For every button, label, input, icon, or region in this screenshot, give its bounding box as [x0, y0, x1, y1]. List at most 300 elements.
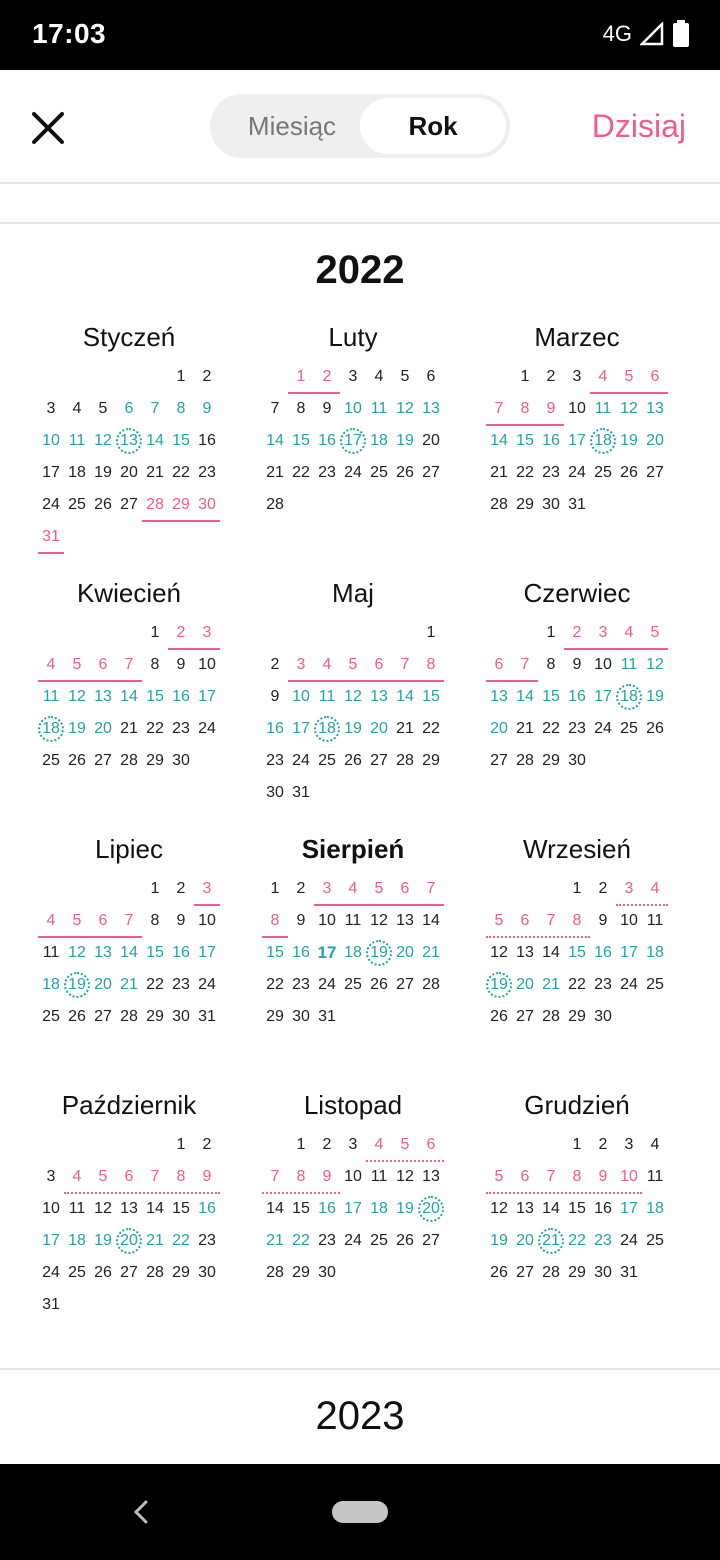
period-day[interactable]: 5 — [400, 1136, 410, 1153]
calendar-day[interactable]: 30 — [318, 1264, 336, 1281]
calendar-day[interactable]: 14 — [542, 1200, 560, 1217]
calendar-day[interactable]: 12 — [94, 432, 112, 449]
calendar-day[interactable]: 10 — [620, 912, 638, 929]
calendar-day[interactable]: 27 — [516, 1264, 534, 1281]
calendar-day[interactable]: 30 — [594, 1264, 612, 1281]
calendar-day[interactable]: 17 — [620, 944, 638, 961]
calendar-day[interactable]: 19 — [68, 720, 86, 737]
calendar-day[interactable]: 20 — [94, 720, 112, 737]
period-day[interactable]: 6 — [520, 1168, 530, 1185]
calendar-day[interactable]: 12 — [490, 944, 508, 961]
calendar-day[interactable]: 15 — [172, 1200, 190, 1217]
calendar-day[interactable]: 15 — [542, 688, 560, 705]
calendar-day[interactable]: 26 — [68, 752, 86, 769]
calendar-day[interactable]: 9 — [176, 912, 186, 929]
calendar-day[interactable]: 13 — [516, 944, 534, 961]
calendar-day[interactable]: 16 — [172, 688, 190, 705]
calendar-day[interactable]: 15 — [422, 688, 440, 705]
calendar-day[interactable]: 3 — [46, 1168, 56, 1185]
calendar-day[interactable]: 24 — [42, 1264, 60, 1281]
calendar-day[interactable]: 29 — [422, 752, 440, 769]
calendar-day[interactable]: 29 — [516, 496, 534, 513]
calendar-day[interactable]: 14 — [266, 432, 284, 449]
calendar-day[interactable]: 14 — [146, 432, 164, 449]
calendar-day[interactable]: 23 — [198, 1232, 216, 1249]
calendar-day[interactable]: 12 — [396, 400, 414, 417]
calendar-day[interactable]: 25 — [42, 752, 60, 769]
calendar-day[interactable]: 27 — [422, 1232, 440, 1249]
calendar-day[interactable]: 24 — [594, 720, 612, 737]
period-day[interactable]: 9 — [322, 1168, 332, 1185]
calendar-day[interactable]: 30 — [172, 752, 190, 769]
calendar-day[interactable]: 13 — [422, 400, 440, 417]
calendar-day[interactable]: 13 — [94, 944, 112, 961]
calendar-day[interactable]: 16 — [198, 1200, 216, 1217]
calendar-day[interactable]: 14 — [120, 944, 138, 961]
calendar-day[interactable]: 2 — [598, 1136, 608, 1153]
period-day[interactable]: 7 — [520, 656, 530, 673]
calendar-day[interactable]: 10 — [568, 400, 586, 417]
calendar-day[interactable]: 24 — [568, 464, 586, 481]
calendar-day[interactable]: 22 — [568, 976, 586, 993]
calendar-day[interactable]: 3 — [572, 368, 582, 385]
calendar-day[interactable]: 16 — [318, 432, 336, 449]
calendar-day[interactable]: 1 — [520, 368, 530, 385]
calendar-day[interactable]: 25 — [370, 464, 388, 481]
calendar-day[interactable]: 19 — [620, 432, 638, 449]
calendar-day[interactable]: 30 — [594, 1008, 612, 1025]
ovulation-day[interactable]: 19 — [64, 972, 90, 998]
period-day[interactable]: 4 — [348, 880, 358, 897]
calendar-day[interactable]: 10 — [594, 656, 612, 673]
calendar-day[interactable]: 26 — [396, 1232, 414, 1249]
calendar-day[interactable]: 20 — [516, 1232, 534, 1249]
calendar-day[interactable]: 8 — [546, 656, 556, 673]
calendar-day[interactable]: 25 — [318, 752, 336, 769]
calendar-day[interactable]: 25 — [594, 464, 612, 481]
calendar-day[interactable]: 13 — [490, 688, 508, 705]
calendar-day[interactable]: 17 — [594, 688, 612, 705]
period-day[interactable]: 4 — [374, 1136, 384, 1153]
period-day[interactable]: 6 — [426, 1136, 436, 1153]
calendar-day[interactable]: 27 — [370, 752, 388, 769]
calendar-day[interactable]: 12 — [94, 1200, 112, 1217]
period-day[interactable]: 1 — [296, 368, 306, 385]
period-day[interactable]: 4 — [72, 1168, 82, 1185]
period-day[interactable]: 8 — [270, 912, 280, 929]
calendar-day[interactable]: 28 — [266, 1264, 284, 1281]
home-pill[interactable] — [332, 1501, 388, 1523]
period-day[interactable]: 7 — [426, 880, 436, 897]
calendar-day[interactable]: 12 — [344, 688, 362, 705]
calendar-day[interactable]: 18 — [68, 1232, 86, 1249]
calendar-day[interactable]: 21 — [396, 720, 414, 737]
calendar-day[interactable]: 23 — [172, 976, 190, 993]
calendar-day[interactable]: 24 — [198, 976, 216, 993]
calendar-day[interactable]: 3 — [348, 1136, 358, 1153]
calendar-day[interactable]: 23 — [318, 464, 336, 481]
calendar-day[interactable]: 10 — [344, 400, 362, 417]
period-day[interactable]: 4 — [46, 656, 56, 673]
calendar-day[interactable]: 27 — [422, 464, 440, 481]
period-day[interactable]: 6 — [650, 368, 660, 385]
ovulation-day[interactable]: 19 — [486, 972, 512, 998]
period-day[interactable]: 4 — [624, 624, 634, 641]
calendar-day[interactable]: 22 — [146, 976, 164, 993]
calendar-day[interactable]: 11 — [620, 656, 638, 673]
calendar-day[interactable]: 12 — [490, 1200, 508, 1217]
calendar-day[interactable]: 11 — [68, 432, 86, 449]
period-day[interactable]: 7 — [124, 656, 134, 673]
calendar-day[interactable]: 17 — [42, 1232, 60, 1249]
calendar-day[interactable]: 22 — [542, 720, 560, 737]
period-day[interactable]: 2 — [572, 624, 582, 641]
calendar-day[interactable]: 26 — [344, 752, 362, 769]
calendar-day[interactable]: 11 — [646, 912, 664, 929]
calendar-day[interactable]: 10 — [198, 656, 216, 673]
calendar-day[interactable]: 11 — [318, 688, 336, 705]
period-day[interactable]: 28 — [146, 496, 164, 513]
calendar-day[interactable]: 9 — [176, 656, 186, 673]
calendar-day[interactable]: 14 — [396, 688, 414, 705]
calendar-day[interactable]: 14 — [490, 432, 508, 449]
period-day[interactable]: 7 — [546, 912, 556, 929]
calendar-day[interactable]: 13 — [396, 912, 414, 929]
calendar-day[interactable]: 19 — [94, 1232, 112, 1249]
calendar-day[interactable]: 21 — [542, 976, 560, 993]
period-day[interactable]: 3 — [202, 880, 212, 897]
calendar-day[interactable]: 18 — [68, 464, 86, 481]
ovulation-day[interactable]: 18 — [616, 684, 642, 710]
calendar-day[interactable]: 23 — [266, 752, 284, 769]
period-day[interactable]: 6 — [374, 656, 384, 673]
period-day[interactable]: 7 — [494, 400, 504, 417]
calendar-day[interactable]: 9 — [322, 400, 332, 417]
calendar-day[interactable]: 2 — [322, 1136, 332, 1153]
calendar-day[interactable]: 15 — [292, 432, 310, 449]
period-day[interactable]: 6 — [124, 1168, 134, 1185]
calendar-day[interactable]: 14 — [146, 1200, 164, 1217]
calendar-day[interactable]: 25 — [646, 1232, 664, 1249]
period-day[interactable]: 3 — [322, 880, 332, 897]
calendar-day[interactable]: 29 — [266, 1008, 284, 1025]
back-icon[interactable] — [126, 1494, 156, 1530]
calendar-day[interactable]: 18 — [370, 432, 388, 449]
period-day[interactable]: 9 — [598, 1168, 608, 1185]
period-day[interactable]: 5 — [72, 656, 82, 673]
calendar-day[interactable]: 5 — [400, 368, 410, 385]
calendar-day[interactable]: 8 — [150, 656, 160, 673]
period-day[interactable]: 6 — [98, 912, 108, 929]
period-day[interactable]: 4 — [650, 880, 660, 897]
calendar-day[interactable]: 28 — [542, 1264, 560, 1281]
calendar-day[interactable]: 20 — [490, 720, 508, 737]
calendar-day[interactable]: 21 — [266, 1232, 284, 1249]
calendar-day[interactable]: 13 — [94, 688, 112, 705]
calendar-day[interactable]: 7 — [270, 400, 280, 417]
calendar-day[interactable]: 23 — [568, 720, 586, 737]
ovulation-day[interactable]: 20 — [418, 1196, 444, 1222]
calendar-day[interactable]: 11 — [370, 400, 388, 417]
period-day[interactable]: 31 — [42, 528, 60, 545]
calendar-day[interactable]: 18 — [42, 976, 60, 993]
calendar-day[interactable]: 23 — [318, 1232, 336, 1249]
period-day[interactable]: 7 — [150, 1168, 160, 1185]
calendar-day[interactable]: 25 — [620, 720, 638, 737]
calendar-day[interactable]: 17 — [292, 720, 310, 737]
calendar-day[interactable]: 25 — [344, 976, 362, 993]
calendar-day[interactable]: 24 — [42, 496, 60, 513]
calendar-day[interactable]: 9 — [270, 688, 280, 705]
calendar-day[interactable]: 22 — [172, 464, 190, 481]
calendar-day[interactable]: 23 — [594, 1232, 612, 1249]
calendar-day[interactable]: 21 — [146, 464, 164, 481]
calendar-day[interactable]: 11 — [370, 1168, 388, 1185]
calendar-day[interactable]: 14 — [266, 1200, 284, 1217]
calendar-day[interactable]: 19 — [490, 1232, 508, 1249]
calendar-day[interactable]: 31 — [292, 784, 310, 801]
calendar-day[interactable]: 24 — [344, 1232, 362, 1249]
calendar-day[interactable]: 26 — [396, 464, 414, 481]
calendar-day[interactable]: 12 — [646, 656, 664, 673]
ovulation-day[interactable]: 17 — [340, 428, 366, 454]
calendar-day[interactable]: 21 — [146, 1232, 164, 1249]
calendar-day[interactable]: 11 — [594, 400, 612, 417]
calendar-day[interactable]: 26 — [68, 1008, 86, 1025]
calendar-day[interactable]: 10 — [318, 912, 336, 929]
calendar-day[interactable]: 30 — [542, 496, 560, 513]
calendar-day[interactable]: 29 — [568, 1264, 586, 1281]
calendar-day[interactable]: 4 — [650, 1136, 660, 1153]
calendar-day[interactable]: 1 — [270, 880, 280, 897]
today-button[interactable]: Dzisiaj — [591, 108, 686, 144]
calendar-day[interactable]: 20 — [646, 432, 664, 449]
calendar-day[interactable]: 2 — [176, 880, 186, 897]
calendar-day[interactable]: 16 — [292, 944, 310, 961]
calendar-day[interactable]: 12 — [68, 944, 86, 961]
calendar-day[interactable]: 27 — [646, 464, 664, 481]
calendar-day[interactable]: 16 — [594, 1200, 612, 1217]
calendar-day[interactable]: 6 — [426, 368, 436, 385]
calendar-day[interactable]: 28 — [490, 496, 508, 513]
period-day[interactable]: 3 — [296, 656, 306, 673]
calendar-day[interactable]: 23 — [198, 464, 216, 481]
calendar-day[interactable]: 24 — [198, 720, 216, 737]
calendar-day[interactable]: 29 — [146, 1008, 164, 1025]
calendar-day[interactable]: 19 — [94, 464, 112, 481]
calendar-day[interactable]: 29 — [172, 1264, 190, 1281]
calendar-day[interactable]: 16 — [266, 720, 284, 737]
period-day[interactable]: 8 — [296, 1168, 306, 1185]
calendar-day[interactable]: 17 — [344, 1200, 362, 1217]
calendar-day[interactable]: 11 — [42, 944, 60, 961]
calendar-day[interactable]: 21 — [120, 720, 138, 737]
calendar-day[interactable]: 26 — [490, 1008, 508, 1025]
calendar-day[interactable]: 28 — [396, 752, 414, 769]
calendar-day[interactable]: 11 — [344, 912, 362, 929]
calendar-day[interactable]: 17 — [42, 464, 60, 481]
calendar-day[interactable]: 27 — [396, 976, 414, 993]
calendar-day[interactable]: 31 — [568, 496, 586, 513]
calendar-day[interactable]: 17 — [620, 1200, 638, 1217]
calendar-day[interactable]: 18 — [646, 944, 664, 961]
calendar-day[interactable]: 24 — [344, 464, 362, 481]
calendar-day[interactable]: 29 — [292, 1264, 310, 1281]
calendar-day[interactable]: 18 — [370, 1200, 388, 1217]
calendar-day[interactable]: 16 — [568, 688, 586, 705]
period-day[interactable]: 29 — [172, 496, 190, 513]
calendar-day[interactable]: 24 — [292, 752, 310, 769]
calendar-day[interactable]: 21 — [266, 464, 284, 481]
calendar-day[interactable]: 10 — [42, 432, 60, 449]
calendar-day[interactable]: 10 — [344, 1168, 362, 1185]
calendar-day[interactable]: 14 — [120, 688, 138, 705]
toggle-year-option[interactable]: Rok — [360, 98, 506, 154]
calendar-day[interactable]: 12 — [68, 688, 86, 705]
period-day[interactable]: 9 — [202, 1168, 212, 1185]
calendar-day[interactable]: 29 — [542, 752, 560, 769]
calendar-day[interactable]: 28 — [120, 752, 138, 769]
calendar-day[interactable]: 27 — [94, 1008, 112, 1025]
calendar-day[interactable]: 19 — [646, 688, 664, 705]
calendar-day[interactable]: 22 — [516, 464, 534, 481]
calendar-day[interactable]: 17 — [317, 943, 337, 962]
period-day[interactable]: 7 — [124, 912, 134, 929]
period-day[interactable]: 5 — [348, 656, 358, 673]
calendar-day[interactable]: 28 — [120, 1008, 138, 1025]
calendar-day[interactable]: 16 — [318, 1200, 336, 1217]
calendar-day[interactable]: 28 — [516, 752, 534, 769]
calendar-day[interactable]: 31 — [620, 1264, 638, 1281]
calendar-day[interactable]: 16 — [542, 432, 560, 449]
calendar-day[interactable]: 15 — [172, 432, 190, 449]
calendar-day[interactable]: 3 — [348, 368, 358, 385]
calendar-day[interactable]: 16 — [198, 432, 216, 449]
period-day[interactable]: 8 — [572, 1168, 582, 1185]
calendar-day[interactable]: 14 — [422, 912, 440, 929]
calendar-day[interactable]: 22 — [146, 720, 164, 737]
period-day[interactable]: 3 — [598, 624, 608, 641]
calendar-day[interactable]: 27 — [490, 752, 508, 769]
calendar-day[interactable]: 17 — [568, 432, 586, 449]
calendar-day[interactable]: 17 — [198, 688, 216, 705]
calendar-day[interactable]: 4 — [374, 368, 384, 385]
calendar-day[interactable]: 23 — [594, 976, 612, 993]
calendar-day[interactable]: 8 — [176, 400, 186, 417]
calendar-day[interactable]: 16 — [594, 944, 612, 961]
calendar-day[interactable]: 20 — [370, 720, 388, 737]
calendar-day[interactable]: 12 — [620, 400, 638, 417]
calendar-day[interactable]: 25 — [646, 976, 664, 993]
calendar-day[interactable]: 1 — [572, 880, 582, 897]
calendar-day[interactable]: 26 — [490, 1264, 508, 1281]
calendar-day[interactable]: 14 — [516, 688, 534, 705]
period-day[interactable]: 4 — [598, 368, 608, 385]
period-day[interactable]: 6 — [400, 880, 410, 897]
calendar-day[interactable]: 12 — [396, 1168, 414, 1185]
calendar-day[interactable]: 1 — [296, 1136, 306, 1153]
calendar-day[interactable]: 3 — [46, 400, 56, 417]
calendar-day[interactable]: 25 — [42, 1008, 60, 1025]
calendar-day[interactable]: 26 — [370, 976, 388, 993]
calendar-day[interactable]: 31 — [198, 1008, 216, 1025]
calendar-day[interactable]: 2 — [546, 368, 556, 385]
calendar-day[interactable]: 17 — [198, 944, 216, 961]
calendar-day[interactable]: 15 — [146, 688, 164, 705]
calendar-day[interactable]: 11 — [68, 1200, 86, 1217]
calendar-day[interactable]: 27 — [120, 1264, 138, 1281]
period-day[interactable]: 4 — [46, 912, 56, 929]
period-day[interactable]: 5 — [98, 1168, 108, 1185]
calendar-day[interactable]: 20 — [396, 944, 414, 961]
calendar-day[interactable]: 9 — [202, 400, 212, 417]
calendar-day[interactable]: 27 — [94, 752, 112, 769]
calendar-day[interactable]: 31 — [318, 1008, 336, 1025]
calendar-day[interactable]: 19 — [396, 432, 414, 449]
calendar-day[interactable]: 30 — [292, 1008, 310, 1025]
calendar-day[interactable]: 18 — [646, 1200, 664, 1217]
calendar-day[interactable]: 23 — [292, 976, 310, 993]
calendar-day[interactable]: 31 — [42, 1296, 60, 1313]
calendar-day[interactable]: 1 — [150, 624, 160, 641]
period-day[interactable]: 2 — [322, 368, 332, 385]
period-day[interactable]: 7 — [270, 1168, 280, 1185]
calendar-day[interactable]: 15 — [292, 1200, 310, 1217]
calendar-day[interactable]: 1 — [546, 624, 556, 641]
period-day[interactable]: 8 — [426, 656, 436, 673]
calendar-day[interactable]: 2 — [202, 1136, 212, 1153]
calendar-day[interactable]: 9 — [296, 912, 306, 929]
calendar-day[interactable]: 27 — [120, 496, 138, 513]
calendar-day[interactable]: 21 — [422, 944, 440, 961]
period-day[interactable]: 5 — [624, 368, 634, 385]
calendar-day[interactable]: 30 — [172, 1008, 190, 1025]
calendar-day[interactable]: 15 — [516, 432, 534, 449]
calendar-day[interactable]: 23 — [172, 720, 190, 737]
calendar-day[interactable]: 15 — [146, 944, 164, 961]
toggle-month-option[interactable]: Miesiąc — [247, 110, 337, 141]
calendar-day[interactable]: 6 — [124, 400, 134, 417]
period-day[interactable]: 5 — [650, 624, 660, 641]
calendar-day[interactable]: 20 — [94, 976, 112, 993]
calendar-day[interactable]: 20 — [422, 432, 440, 449]
period-day[interactable]: 8 — [176, 1168, 186, 1185]
calendar-day[interactable]: 22 — [568, 1232, 586, 1249]
period-day[interactable]: 6 — [98, 656, 108, 673]
calendar-day[interactable]: 1 — [150, 880, 160, 897]
calendar-day[interactable]: 29 — [568, 1008, 586, 1025]
period-day[interactable]: 8 — [520, 400, 530, 417]
calendar-day[interactable]: 20 — [120, 464, 138, 481]
calendar-day[interactable]: 2 — [598, 880, 608, 897]
calendar-day[interactable]: 30 — [266, 784, 284, 801]
calendar-day[interactable]: 4 — [72, 400, 82, 417]
calendar-day[interactable]: 24 — [318, 976, 336, 993]
calendar-day[interactable]: 24 — [620, 1232, 638, 1249]
period-day[interactable]: 3 — [624, 880, 634, 897]
calendar-day[interactable]: 1 — [176, 1136, 186, 1153]
ovulation-day[interactable]: 18 — [314, 716, 340, 742]
period-day[interactable]: 3 — [202, 624, 212, 641]
calendar-day[interactable]: 25 — [68, 1264, 86, 1281]
period-day[interactable]: 5 — [494, 912, 504, 929]
calendar-day[interactable]: 22 — [422, 720, 440, 737]
calendar-day[interactable]: 28 — [542, 1008, 560, 1025]
period-day[interactable]: 5 — [72, 912, 82, 929]
calendar-day[interactable]: 13 — [370, 688, 388, 705]
calendar-day[interactable]: 9 — [572, 656, 582, 673]
calendar-day[interactable]: 2 — [270, 656, 280, 673]
